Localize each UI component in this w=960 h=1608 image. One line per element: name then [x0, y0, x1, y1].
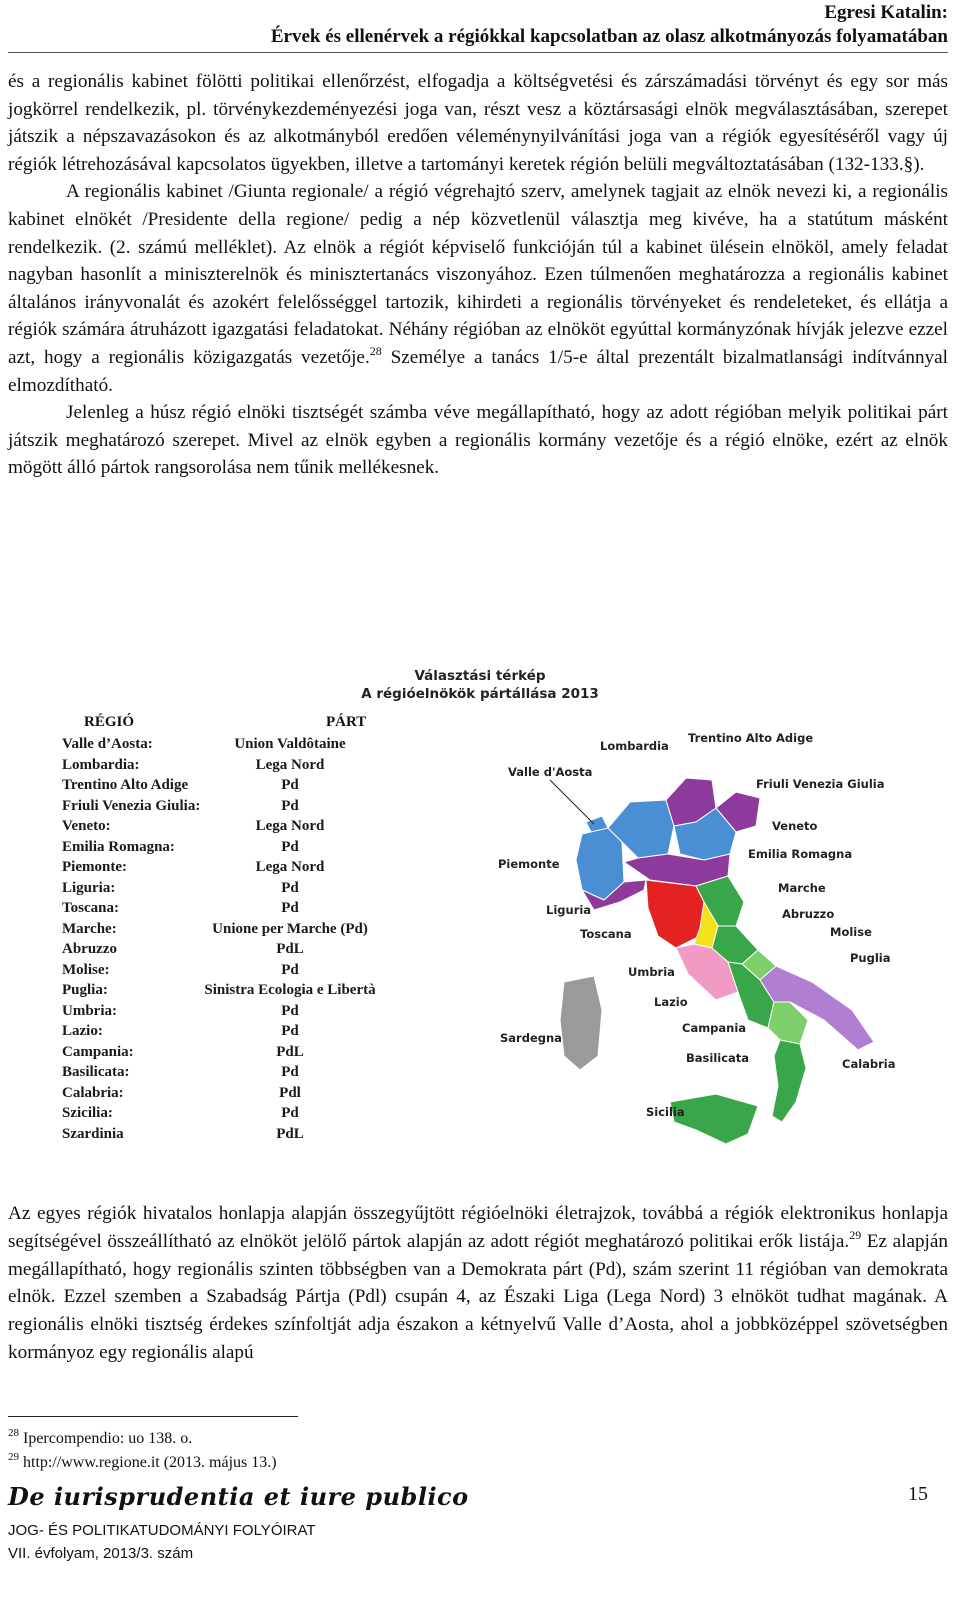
table-row — [40, 1105, 480, 1125]
label-marche: Marche — [778, 881, 826, 895]
region-party: Pd — [281, 961, 299, 978]
header-title: Érvek és ellenérvek a régiókkal kapcsolatban az olasz alkotmányozás folyamatában — [270, 26, 948, 47]
region-party: Pd — [281, 1105, 299, 1121]
region-name: Calabria: — [62, 1084, 124, 1101]
table-row — [40, 798, 480, 818]
label-valle: Valle d'Aosta — [508, 765, 593, 779]
label-sicilia: Sicilia — [646, 1105, 685, 1119]
region-name: Piemonte: — [62, 859, 127, 875]
region-name: Liguria: — [62, 879, 116, 896]
body-text-bottom — [8, 1200, 948, 1367]
label-umbria: Umbria — [628, 965, 675, 979]
table-row — [40, 941, 480, 961]
region-party: PdL — [276, 941, 304, 957]
region-name: Emilia Romagna: — [62, 838, 175, 855]
italy-map — [490, 730, 910, 1150]
label-lombardia: Lombardia — [600, 739, 669, 753]
paragraph-2-tail: Személye a tanács 1/5-e által prezentált bizalmatlansági indítvánnyal elmozdítható. — [8, 346, 948, 396]
footnote-divider — [8, 1416, 298, 1417]
region-name: Lombardia: — [62, 756, 140, 773]
label-friuli: Friuli Venezia Giulia — [756, 777, 885, 791]
table-row — [40, 1044, 480, 1064]
label-molise: Molise — [830, 925, 872, 939]
paragraph-2-text: A regionális kabinet /Giunta regionale/ a régió végrehajtó szerv, amelynek tagjait az elnök nevezi ki, a regionális kabinet elnökét /Presidente della regione/ pedig a nép közvetlenül választja meg kivéve, ha a statútum másként rendelkezik. (2. számú melléklet). Az elnök a régiót képviselő funkcióján túl a kabinet ülésein elnököl, amely feladat nagyban hasonlít a miniszterelnök és minisztertanács viszonyához. Ezen túlmenően meghatározza a regionális kabinet általános irányvonalát és azokért felelősséggel tartozik, kihirdeti a regionális törvényeket és rendeleteket, és ellátja a régiók számára átruházott igazgatási feladatokat. Néhány régióban az elnököt egyúttal kormányzónak hívják jelezve ezzel azt, hogy a regionális közigazgatás vezetője. — [8, 181, 948, 368]
region-toscana — [646, 880, 704, 948]
journal-volume: VII. évfolyam, 2013/3. szám — [8, 1545, 194, 1562]
table-row — [40, 1126, 480, 1146]
paragraph-4-tail: Ez alapján megállapítható, hogy regionális szinten többségben van a Demokrata párt (Pd), szám szerint 11 régióban van demokrata elnök. Ezzel szemben a Szabadság Pártja (Pdl) csupán 4, az Északi Liga (Lega Nord) 3 elnököt tudhat magának. A regionális elnöki tisztség érdekes színfoltját adja északon a kétnyelvű Valle d’Aosta, ahol a jobbközéppel szövetségben kormányoz egy regionális alapú — [8, 1230, 949, 1363]
region-name: Friuli Venezia Giulia: — [62, 797, 201, 814]
region-sicilia — [670, 1094, 758, 1144]
footnote-28 — [8, 1427, 193, 1448]
label-piemonte: Piemonte — [498, 857, 560, 871]
region-name: Basilicata: — [62, 1064, 130, 1080]
region-party: PdL — [276, 1125, 304, 1142]
region-party: Pd — [281, 797, 299, 814]
paragraph-3: Jelenleg a húsz régió elnöki tisztségét számba véve megállapítható, hogy az adott régióban melyik politikai párt játszik meghatározó szerepet. Mivel az elnök egyben a regionális kormány vezetője és a régió elnöke, ezért az elnök mögött álló pártok rangsorolása nem tűnik mellékesnek. — [8, 402, 948, 479]
header-author: Egresi Katalin: — [824, 2, 948, 23]
table-row — [40, 921, 480, 941]
table-row — [40, 818, 480, 838]
region-sardegna — [560, 976, 602, 1070]
column-header-party: PÁRT — [326, 714, 367, 730]
region-party: PdL — [276, 1043, 304, 1060]
region-party: Pd — [281, 1064, 299, 1080]
label-lazio: Lazio — [654, 995, 688, 1009]
paragraph-4-text: Az egyes régiók hivatalos honlapja alapján összegyűjtött régióelnöki életrajzok, továbbá a régiók elektronikus honlapja segítségével összeállítható az elnököt jelölő pártok alapján az adott régiót meghatározó politikai erők listája. — [8, 1203, 948, 1252]
table-row — [40, 1085, 480, 1105]
region-party: Pd — [281, 900, 299, 916]
region-name: Campania: — [62, 1043, 134, 1060]
column-header-region: RÉGIÓ — [84, 714, 135, 730]
body-text-top — [8, 68, 948, 482]
table-row — [40, 880, 480, 900]
region-party: Lega Nord — [255, 859, 325, 875]
region-name: Molise: — [62, 961, 110, 978]
label-veneto: Veneto — [772, 819, 818, 833]
region-name: Szicilia: — [62, 1105, 113, 1121]
election-map-figure — [40, 664, 920, 1154]
label-sardegna: Sardegna — [500, 1031, 562, 1045]
label-abruzzo: Abruzzo — [782, 907, 835, 921]
table-row — [40, 1003, 480, 1023]
region-name: Lazio: — [62, 1023, 103, 1039]
region-name: Veneto: — [62, 818, 111, 834]
footnote-ref-28[interactable]: 28 — [369, 343, 382, 358]
region-party: Sinistra Ecologia e Libertà — [204, 982, 376, 998]
paragraph-1: és a regionális kabinet fölötti politikai ellenőrzést, elfogadja a költségvetési és zárszámadási törvényt és egy sor más jogkörrel rendelkezik, pl. törvénykezdeményezési joga van, részt vesz a köztársasági elnök megválasztásában, szerepet játszik a népszavazásokon és az alkotmányból eredően véleménynyilvánítási joga van a régiók egyesítéséről vagy új régiók létrehozásával kapcsolatos ügyekben, illetve a tartományi keretek régión belüli megváltoztatásában (132-133.§). — [8, 71, 948, 175]
region-name: Umbria: — [62, 1002, 117, 1019]
page-number: 15 — [908, 1483, 928, 1505]
table-row — [40, 757, 480, 777]
region-name: Abruzzo — [62, 941, 117, 957]
region-name: Valle d’Aosta: — [62, 736, 153, 752]
footnote-29 — [8, 1451, 277, 1472]
region-name: Puglia: — [62, 982, 108, 998]
footnote-28-num: 28 — [8, 1427, 19, 1439]
region-name: Marche: — [62, 920, 117, 937]
region-party: Lega Nord — [255, 756, 325, 773]
region-party: Pd — [281, 1002, 299, 1019]
footnote-ref-29[interactable]: 29 — [849, 1227, 862, 1242]
label-campania: Campania — [682, 1021, 747, 1035]
region-party: Lega Nord — [255, 818, 325, 834]
table-row — [40, 982, 480, 1002]
table-row — [40, 1064, 480, 1084]
label-toscana: Toscana — [580, 927, 632, 941]
table-row — [40, 1023, 480, 1043]
label-basilicata: Basilicata — [686, 1051, 750, 1065]
region-party: Union Valdôtaine — [234, 736, 346, 752]
paragraph-2 — [8, 178, 948, 399]
map-title: Választási térkép — [414, 668, 546, 684]
table-row — [40, 962, 480, 982]
footnote-29-text[interactable]: http://www.regione.it (2013. május 13.) — [23, 1454, 277, 1471]
journal-logo: De iurisprudentia et iure publico — [8, 1482, 469, 1511]
region-party: Unione per Marche (Pd) — [212, 920, 368, 937]
region-party: Pd — [281, 838, 299, 855]
region-calabria — [772, 1040, 806, 1122]
label-liguria: Liguria — [546, 903, 592, 917]
paragraph-4 — [8, 1200, 948, 1367]
label-trentino: Trentino Alto Adige — [688, 731, 814, 745]
region-party: Pd — [281, 879, 299, 896]
map-subtitle: A régióelnökök pártállása 2013 — [361, 686, 599, 702]
region-party: Pdl — [279, 1084, 301, 1101]
region-party: Pd — [281, 777, 299, 793]
footnote-29-num: 29 — [8, 1451, 19, 1463]
label-puglia: Puglia — [850, 951, 891, 965]
label-calabria: Calabria — [842, 1057, 896, 1071]
region-party: Pd — [281, 1023, 299, 1039]
running-header — [8, 0, 948, 53]
table-row — [40, 777, 480, 797]
journal-name: JOG- ÉS POLITIKATUDOMÁNYI FOLYÓIRAT — [8, 1522, 316, 1539]
table-row — [40, 736, 480, 756]
table-row — [40, 839, 480, 859]
footnote-28-text: Ipercompendio: uo 138. o. — [23, 1430, 193, 1447]
table-row — [40, 900, 480, 920]
region-name: Toscana: — [62, 900, 119, 916]
region-name: Trentino Alto Adige — [62, 777, 189, 793]
label-emilia: Emilia Romagna — [748, 847, 853, 861]
region-name: Szardinia — [62, 1125, 124, 1142]
table-row — [40, 859, 480, 879]
